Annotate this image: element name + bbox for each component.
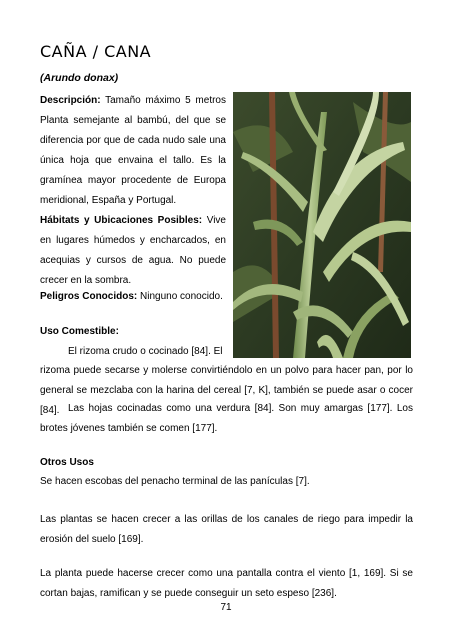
page-title: CAÑA / CANA [40,42,152,61]
arundo-donax-photo [233,92,411,358]
peligros-text: Ninguno conocido. [137,291,223,302]
descripcion-text: Tamaño máximo 5 metros Planta semejante al bambú, del que se diferencia por que de cada nudo sale una única hoja que envaina el tallo. Es la gramínea mayor procedente de Europa meridional, España y Portugal. [40,95,226,206]
otros-usos-paragraph-2: Las plantas se hacen crecer a las orillas de los canales de riego para impedir la erosión del suelo [169]. [40,514,413,545]
uso-comestible-first-line: El rizoma crudo o cocinado [84]. El [68,346,223,357]
otros-usos-paragraph-1: Se hacen escobas del penacho terminal de las panículas [7]. [40,476,310,487]
page-number: 71 [220,602,232,613]
otros-usos-heading: Otros Usos [40,457,94,468]
descripcion-label: Descripción: [40,95,101,106]
habitats-label: Hábitats y Ubicaciones Posibles: [40,215,203,226]
habitats-paragraph [40,211,226,291]
peligros-paragraph [40,287,226,307]
peligros-label: Peligros Conocidos: [40,291,138,302]
habitats-text: Vive en lugares húmedos y encharcados, en acequias y cursos de agua. No puede crecer en la sombra. [40,215,226,286]
uso-comestible-heading: Uso Comestible: [40,326,119,337]
uso-comestible-paragraph-2: Las hojas cocinadas como una verdura [84]. Son muy amargas [177]. Los brotes jóvenes también se comen [177]. [40,403,413,434]
scientific-name: (Arundo donax) [40,72,119,84]
uso-comestible-paragraph-1: rizoma puede secarse y molerse convirtiéndolo en un polvo para hacer pan, por lo general se mezclaba con la harina del cereal [7, K], también se puede asar o cocer [84]. [40,365,413,416]
descripcion-paragraph [40,91,226,211]
otros-usos-paragraph-3: La planta puede hacerse crecer como una pantalla contra el viento [1, 169]. Si se cortan bajas, ramifican y se puede conseguir un seto espeso [236]. [40,568,413,599]
